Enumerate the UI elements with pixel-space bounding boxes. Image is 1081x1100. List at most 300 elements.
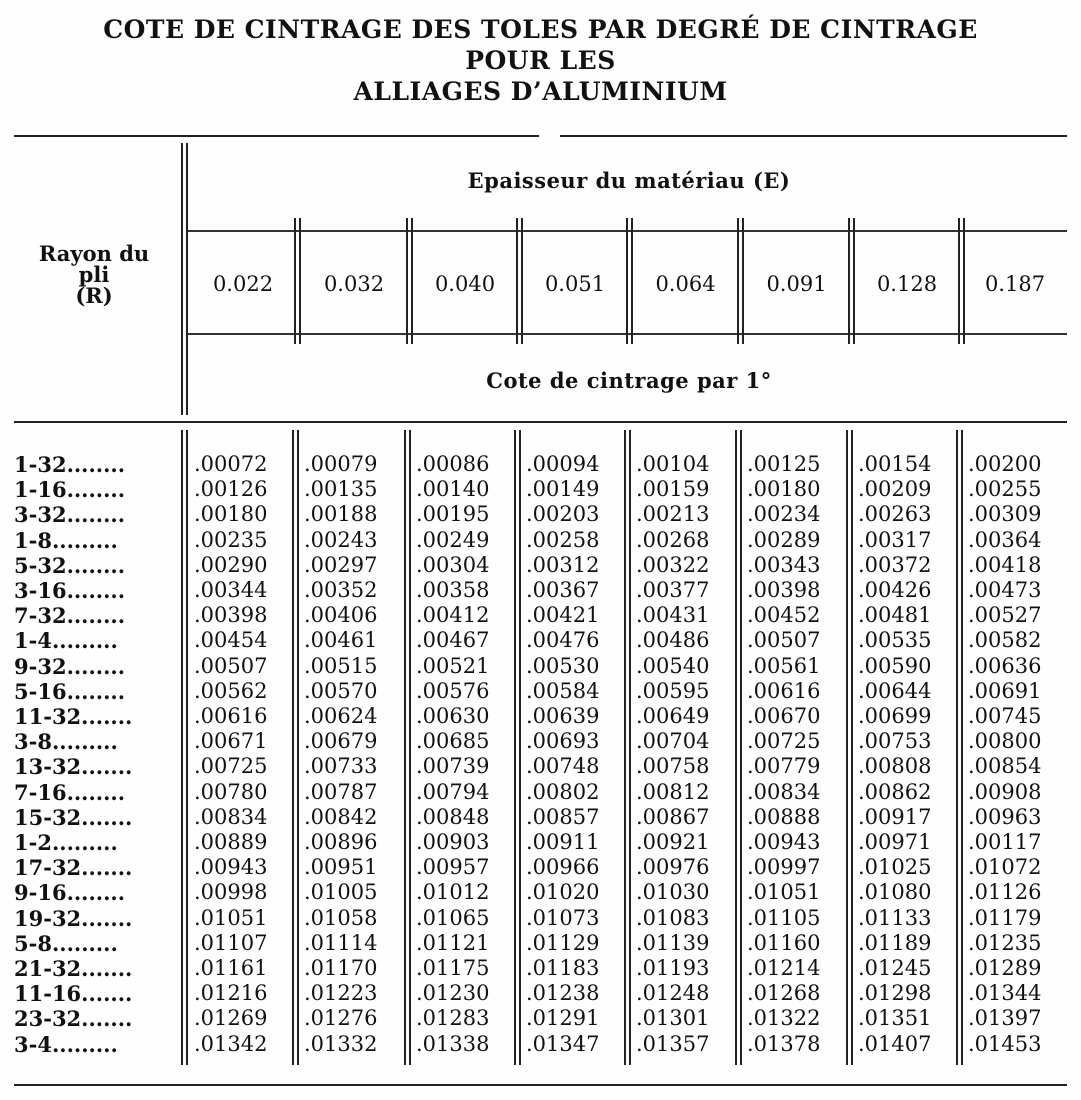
bend-value-cell: .00848 xyxy=(416,805,490,829)
top-rule xyxy=(14,135,539,137)
bend-value-cell: .00561 xyxy=(747,654,821,678)
bend-value-cell: .00540 xyxy=(636,654,710,678)
bend-value-cell: .00473 xyxy=(968,578,1042,602)
bend-value-cell: .00094 xyxy=(526,452,600,476)
header-bottom-rule xyxy=(14,421,1067,423)
bend-value-cell: .00426 xyxy=(858,578,932,602)
thickness-column-divider xyxy=(406,218,413,344)
bend-value-cell: .00699 xyxy=(858,704,932,728)
bend-value-cell: .00576 xyxy=(416,679,490,703)
bend-value-cell: .00842 xyxy=(304,805,378,829)
bend-value-cell: .00412 xyxy=(416,603,490,627)
thickness-value: 0.064 xyxy=(655,272,716,296)
radius-label xyxy=(14,502,184,527)
body-column-divider xyxy=(404,430,411,1065)
bend-value-cell: .01276 xyxy=(304,1006,378,1030)
bend-value-cell: .00452 xyxy=(747,603,821,627)
bend-value-cell: .00693 xyxy=(526,729,600,753)
bend-value-cell: .00154 xyxy=(858,452,932,476)
bend-value-cell: .00344 xyxy=(194,578,268,602)
bend-value-cell: .00911 xyxy=(526,830,600,854)
bend-value-cell: .00630 xyxy=(416,704,490,728)
radius-value: 3-4 xyxy=(14,1032,52,1057)
radius-value: 1-16 xyxy=(14,477,67,502)
thickness-column-divider xyxy=(958,218,965,344)
radius-label xyxy=(14,553,184,578)
bend-value-cell: .00649 xyxy=(636,704,710,728)
bend-value-cell: .00739 xyxy=(416,754,490,778)
bend-value-cell: .00834 xyxy=(747,780,821,804)
leader-dots: ......... xyxy=(51,528,118,553)
bend-value-cell: .00624 xyxy=(304,704,378,728)
bend-value-cell: .01114 xyxy=(304,931,378,955)
bend-value-cell: .01072 xyxy=(968,855,1042,879)
bend-value-cell: .01397 xyxy=(968,1006,1042,1030)
bend-value-cell: .01105 xyxy=(747,906,821,930)
bend-value-cell: .00896 xyxy=(304,830,378,854)
bend-value-cell: .00679 xyxy=(304,729,378,753)
bend-value-cell: .01332 xyxy=(304,1032,378,1056)
bend-value-cell: .00976 xyxy=(636,855,710,879)
bend-value-cell: .00195 xyxy=(416,502,490,526)
bend-value-cell: .01058 xyxy=(304,906,378,930)
radius-label xyxy=(14,679,184,704)
body-column-divider xyxy=(624,430,631,1065)
bend-value-cell: .01268 xyxy=(747,981,821,1005)
thickness-value: 0.040 xyxy=(434,272,496,296)
bend-value-cell: .00086 xyxy=(416,452,490,476)
rayon-header xyxy=(14,243,174,306)
leader-dots: ....... xyxy=(81,805,133,830)
bend-value-cell: .00352 xyxy=(304,578,378,602)
bend-value-cell: .00800 xyxy=(968,729,1042,753)
bend-value-cell: .01139 xyxy=(636,931,710,955)
rayon-line-3: (R) xyxy=(75,283,113,308)
bend-value-cell: .00180 xyxy=(747,477,821,501)
bend-value-cell: .00921 xyxy=(636,830,710,854)
bend-value-cell: .01283 xyxy=(416,1006,490,1030)
thickness-value: 0.051 xyxy=(544,272,606,296)
leader-dots: ....... xyxy=(81,981,133,1006)
bend-value-cell: .00364 xyxy=(968,528,1042,552)
bend-value-cell: .00857 xyxy=(526,805,600,829)
bend-value-cell: .01080 xyxy=(858,880,932,904)
bend-value-cell: .01216 xyxy=(194,981,268,1005)
title-line-3: ALLIAGES D’ALUMINIUM xyxy=(353,77,728,106)
bend-value-cell: .01083 xyxy=(636,906,710,930)
radius-value: 7-16 xyxy=(14,780,67,805)
bend-value-cell: .00530 xyxy=(526,654,600,678)
radius-label xyxy=(14,931,184,956)
radius-label xyxy=(14,880,184,905)
bend-value-cell: .01170 xyxy=(304,956,378,980)
bend-value-cell: .00263 xyxy=(858,502,932,526)
bend-value-cell: .00867 xyxy=(636,805,710,829)
bend-value-cell: .00802 xyxy=(526,780,600,804)
bend-value-cell: .00418 xyxy=(968,553,1042,577)
bend-value-cell: .01291 xyxy=(526,1006,600,1030)
radius-value: 9-16 xyxy=(14,880,67,905)
header-left-divider xyxy=(181,143,188,415)
thickness-column-divider xyxy=(737,218,744,344)
bend-allowance-header: Cote de cintrage par 1° xyxy=(486,368,772,393)
bend-value-cell: .01342 xyxy=(194,1032,268,1056)
thickness-value: 0.022 xyxy=(212,272,274,296)
radius-label xyxy=(14,981,184,1006)
rayon-line-2: pli xyxy=(78,262,110,287)
bend-value-cell: .00616 xyxy=(194,704,268,728)
leader-dots: ....... xyxy=(81,855,133,880)
bend-value-cell: .00312 xyxy=(526,553,600,577)
leader-dots: ........ xyxy=(66,603,126,628)
bend-value-cell: .00595 xyxy=(636,679,710,703)
bend-value-cell: .00140 xyxy=(416,477,490,501)
bend-value-cell: .00343 xyxy=(747,553,821,577)
bend-value-cell: .01378 xyxy=(747,1032,821,1056)
thickness-column-divider xyxy=(516,218,523,344)
radius-value: 3-8 xyxy=(14,729,52,754)
radius-value: 5-32 xyxy=(14,553,67,578)
bend-value-cell: .00854 xyxy=(968,754,1042,778)
bend-value-cell: .00943 xyxy=(747,830,821,854)
radius-label xyxy=(14,1032,184,1057)
bend-value-cell: .00372 xyxy=(858,553,932,577)
radius-label xyxy=(14,452,184,477)
leader-dots: ........ xyxy=(66,780,126,805)
bend-value-cell: .00779 xyxy=(747,754,821,778)
bend-value-cell: .00421 xyxy=(526,603,600,627)
top-rule-right xyxy=(560,135,1067,137)
rayon-line-1: Rayon du xyxy=(38,241,150,266)
bend-value-cell: .01238 xyxy=(526,981,600,1005)
thickness-value: 0.128 xyxy=(876,272,938,296)
bend-value-cell: .01223 xyxy=(304,981,378,1005)
radius-value: 3-32 xyxy=(14,502,67,527)
bend-value-cell: .00234 xyxy=(747,502,821,526)
bend-value-cell: .00636 xyxy=(968,654,1042,678)
thickness-value: 0.032 xyxy=(323,272,385,296)
bend-value-cell: .00079 xyxy=(304,452,378,476)
radius-label xyxy=(14,830,184,855)
bend-value-cell: .00322 xyxy=(636,553,710,577)
bend-value-cell: .00748 xyxy=(526,754,600,778)
bend-value-cell: .00467 xyxy=(416,628,490,652)
bend-value-cell: .00644 xyxy=(858,679,932,703)
bend-value-cell: .00159 xyxy=(636,477,710,501)
bend-value-cell: .00691 xyxy=(968,679,1042,703)
bend-value-cell: .01005 xyxy=(304,880,378,904)
bend-value-cell: .00367 xyxy=(526,578,600,602)
bend-value-cell: .00289 xyxy=(747,528,821,552)
radius-label xyxy=(14,754,184,779)
bend-value-cell: .01065 xyxy=(416,906,490,930)
bend-value-cell: .00998 xyxy=(194,880,268,904)
bend-value-cell: .01248 xyxy=(636,981,710,1005)
bend-value-cell: .00268 xyxy=(636,528,710,552)
bend-value-cell: .00072 xyxy=(194,452,268,476)
bend-value-cell: .00507 xyxy=(194,654,268,678)
bend-value-cell: .00431 xyxy=(636,603,710,627)
bend-value-cell: .00249 xyxy=(416,528,490,552)
bend-value-cell: .00862 xyxy=(858,780,932,804)
bend-value-cell: .00753 xyxy=(858,729,932,753)
bend-value-cell: .00258 xyxy=(526,528,600,552)
bend-value-cell: .01189 xyxy=(858,931,932,955)
bend-value-cell: .01030 xyxy=(636,880,710,904)
bend-value-cell: .00180 xyxy=(194,502,268,526)
bend-value-cell: .00200 xyxy=(968,452,1042,476)
leader-dots: ........ xyxy=(66,452,126,477)
bend-value-cell: .00908 xyxy=(968,780,1042,804)
leader-dots: ........ xyxy=(66,654,126,679)
bend-value-cell: .00243 xyxy=(304,528,378,552)
body-column-divider xyxy=(956,430,963,1065)
bend-value-cell: .00733 xyxy=(304,754,378,778)
radius-value: 19-32 xyxy=(14,906,82,931)
bend-value-cell: .00304 xyxy=(416,553,490,577)
document-title xyxy=(0,14,1081,107)
radius-value: 1-8 xyxy=(14,528,52,553)
bend-value-cell: .01301 xyxy=(636,1006,710,1030)
bend-value-cell: .00685 xyxy=(416,729,490,753)
bend-value-cell: .01453 xyxy=(968,1032,1042,1056)
radius-value: 13-32 xyxy=(14,754,82,779)
bend-value-cell: .00135 xyxy=(304,477,378,501)
bend-value-cell: .01344 xyxy=(968,981,1042,1005)
radius-value: 11-32 xyxy=(14,704,82,729)
bend-value-cell: .01322 xyxy=(747,1006,821,1030)
bend-value-cell: .00527 xyxy=(968,603,1042,627)
leader-dots: ........ xyxy=(66,578,126,603)
bend-value-cell: .00794 xyxy=(416,780,490,804)
bend-value-cell: .01175 xyxy=(416,956,490,980)
radius-label xyxy=(14,729,184,754)
bend-value-cell: .01051 xyxy=(747,880,821,904)
radius-label xyxy=(14,528,184,553)
bend-value-cell: .00209 xyxy=(858,477,932,501)
bend-value-cell: .00213 xyxy=(636,502,710,526)
radius-label xyxy=(14,654,184,679)
bend-value-cell: .00582 xyxy=(968,628,1042,652)
bend-value-cell: .00917 xyxy=(858,805,932,829)
bend-value-cell: .00834 xyxy=(194,805,268,829)
radius-value: 3-16 xyxy=(14,578,67,603)
bend-value-cell: .00570 xyxy=(304,679,378,703)
bend-value-cell: .00758 xyxy=(636,754,710,778)
radius-value: 1-4 xyxy=(14,628,52,653)
radius-value: 15-32 xyxy=(14,805,82,830)
radius-label xyxy=(14,628,184,653)
bend-value-cell: .01269 xyxy=(194,1006,268,1030)
bend-value-cell: .01338 xyxy=(416,1032,490,1056)
radius-value: 9-32 xyxy=(14,654,67,679)
radius-label xyxy=(14,906,184,931)
bend-value-cell: .00521 xyxy=(416,654,490,678)
radius-label xyxy=(14,780,184,805)
bend-value-cell: .00725 xyxy=(194,754,268,778)
bend-value-cell: .00971 xyxy=(858,830,932,854)
bend-value-cell: .01179 xyxy=(968,906,1042,930)
bend-value-cell: .00639 xyxy=(526,704,600,728)
bend-value-cell: .01347 xyxy=(526,1032,600,1056)
bend-value-cell: .01357 xyxy=(636,1032,710,1056)
bend-value-cell: .00255 xyxy=(968,477,1042,501)
bend-value-cell: .00104 xyxy=(636,452,710,476)
leader-dots: ......... xyxy=(51,1032,118,1057)
bottom-rule xyxy=(14,1084,1067,1086)
bend-value-cell: .00297 xyxy=(304,553,378,577)
thickness-column-divider xyxy=(848,218,855,344)
bend-value-cell: .00486 xyxy=(636,628,710,652)
radius-label xyxy=(14,855,184,880)
title-line-1: COTE DE CINTRAGE DES TOLES PAR DEGRÉ DE CINTRAGE xyxy=(103,15,978,44)
bend-value-cell: .00235 xyxy=(194,528,268,552)
bend-value-cell: .01133 xyxy=(858,906,932,930)
bend-value-cell: .00966 xyxy=(526,855,600,879)
leader-dots: ......... xyxy=(51,931,118,956)
bend-value-cell: .01407 xyxy=(858,1032,932,1056)
bend-value-cell: .00454 xyxy=(194,628,268,652)
leader-dots: ....... xyxy=(81,956,133,981)
leader-dots: ....... xyxy=(81,704,133,729)
bend-value-cell: .00725 xyxy=(747,729,821,753)
bend-value-cell: .00888 xyxy=(747,805,821,829)
bend-value-cell: .01289 xyxy=(968,956,1042,980)
bend-value-cell: .01020 xyxy=(526,880,600,904)
bend-value-cell: .00903 xyxy=(416,830,490,854)
bend-value-cell: .00745 xyxy=(968,704,1042,728)
bend-value-cell: .00670 xyxy=(747,704,821,728)
bend-value-cell: .01214 xyxy=(747,956,821,980)
radius-value: 5-16 xyxy=(14,679,67,704)
bend-value-cell: .01073 xyxy=(526,906,600,930)
bend-value-cell: .01160 xyxy=(747,931,821,955)
bend-value-cell: .00398 xyxy=(194,603,268,627)
bend-value-cell: .01245 xyxy=(858,956,932,980)
bend-value-cell: .00943 xyxy=(194,855,268,879)
thickness-column-divider xyxy=(626,218,633,344)
body-column-divider xyxy=(514,430,521,1065)
radius-value: 21-32 xyxy=(14,956,82,981)
radius-value: 7-32 xyxy=(14,603,67,628)
bend-value-cell: .00188 xyxy=(304,502,378,526)
bend-value-cell: .00535 xyxy=(858,628,932,652)
body-column-divider xyxy=(292,430,299,1065)
bend-value-cell: .01193 xyxy=(636,956,710,980)
radius-label xyxy=(14,956,184,981)
bend-value-cell: .00117 xyxy=(968,830,1042,854)
bend-value-cell: .00398 xyxy=(747,578,821,602)
leader-dots: ......... xyxy=(51,628,118,653)
bend-value-cell: .00515 xyxy=(304,654,378,678)
leader-dots: ........ xyxy=(66,502,126,527)
bend-value-cell: .00616 xyxy=(747,679,821,703)
bend-value-cell: .00317 xyxy=(858,528,932,552)
title-line-2: POUR LES xyxy=(465,46,616,75)
bend-value-cell: .00481 xyxy=(858,603,932,627)
bend-value-cell: .01161 xyxy=(194,956,268,980)
thickness-value: 0.187 xyxy=(984,272,1046,296)
radius-value: 1-2 xyxy=(14,830,52,855)
leader-dots: ....... xyxy=(81,906,133,931)
bend-value-cell: .00562 xyxy=(194,679,268,703)
bend-value-cell: .00507 xyxy=(747,628,821,652)
bend-value-cell: .00584 xyxy=(526,679,600,703)
bend-value-cell: .01025 xyxy=(858,855,932,879)
radius-label xyxy=(14,477,184,502)
bend-value-cell: .01126 xyxy=(968,880,1042,904)
bend-value-cell: .00951 xyxy=(304,855,378,879)
bend-value-cell: .01230 xyxy=(416,981,490,1005)
bend-value-cell: .00149 xyxy=(526,477,600,501)
bend-value-cell: .00203 xyxy=(526,502,600,526)
bend-value-cell: .00126 xyxy=(194,477,268,501)
radius-label xyxy=(14,1006,184,1031)
thickness-header: Epaisseur du matériau (E) xyxy=(467,168,791,193)
bend-value-cell: .01351 xyxy=(858,1006,932,1030)
leader-dots: ......... xyxy=(51,830,118,855)
body-left-divider xyxy=(181,430,188,1065)
leader-dots: ........ xyxy=(66,553,126,578)
bend-value-cell: .01183 xyxy=(526,956,600,980)
bend-value-cell: .00780 xyxy=(194,780,268,804)
leader-dots: ........ xyxy=(66,477,126,502)
bend-value-cell: .00377 xyxy=(636,578,710,602)
bend-value-cell: .01235 xyxy=(968,931,1042,955)
bend-value-cell: .00290 xyxy=(194,553,268,577)
bend-value-cell: .00997 xyxy=(747,855,821,879)
bend-value-cell: .00957 xyxy=(416,855,490,879)
radius-label xyxy=(14,578,184,603)
leader-dots: ........ xyxy=(66,679,126,704)
leader-dots: ....... xyxy=(81,1006,133,1031)
thickness-value: 0.091 xyxy=(766,272,827,296)
bend-value-cell: .00358 xyxy=(416,578,490,602)
radius-value: 1-32 xyxy=(14,452,67,477)
radius-value: 5-8 xyxy=(14,931,52,956)
radius-value: 11-16 xyxy=(14,981,82,1006)
bend-value-cell: .00476 xyxy=(526,628,600,652)
bend-value-cell: .00808 xyxy=(858,754,932,778)
radius-value: 23-32 xyxy=(14,1006,82,1031)
bend-value-cell: .00406 xyxy=(304,603,378,627)
radius-label xyxy=(14,805,184,830)
bend-value-cell: .00787 xyxy=(304,780,378,804)
thickness-column-divider xyxy=(294,218,301,344)
radius-label xyxy=(14,704,184,729)
leader-dots: ....... xyxy=(81,754,133,779)
bend-value-cell: .00309 xyxy=(968,502,1042,526)
body-column-divider xyxy=(846,430,853,1065)
body-column-divider xyxy=(735,430,742,1065)
bend-value-cell: .00812 xyxy=(636,780,710,804)
bend-value-cell: .00704 xyxy=(636,729,710,753)
bend-value-cell: .00461 xyxy=(304,628,378,652)
bend-value-cell: .01107 xyxy=(194,931,268,955)
bend-value-cell: .01051 xyxy=(194,906,268,930)
bend-value-cell: .00963 xyxy=(968,805,1042,829)
bend-value-cell: .00889 xyxy=(194,830,268,854)
radius-label xyxy=(14,603,184,628)
bend-value-cell: .01012 xyxy=(416,880,490,904)
leader-dots: ........ xyxy=(66,880,126,905)
leader-dots: ......... xyxy=(51,729,118,754)
bend-value-cell: .00590 xyxy=(858,654,932,678)
bend-value-cell: .01129 xyxy=(526,931,600,955)
bend-value-cell: .01121 xyxy=(416,931,490,955)
bend-value-cell: .01298 xyxy=(858,981,932,1005)
radius-value: 17-32 xyxy=(14,855,82,880)
